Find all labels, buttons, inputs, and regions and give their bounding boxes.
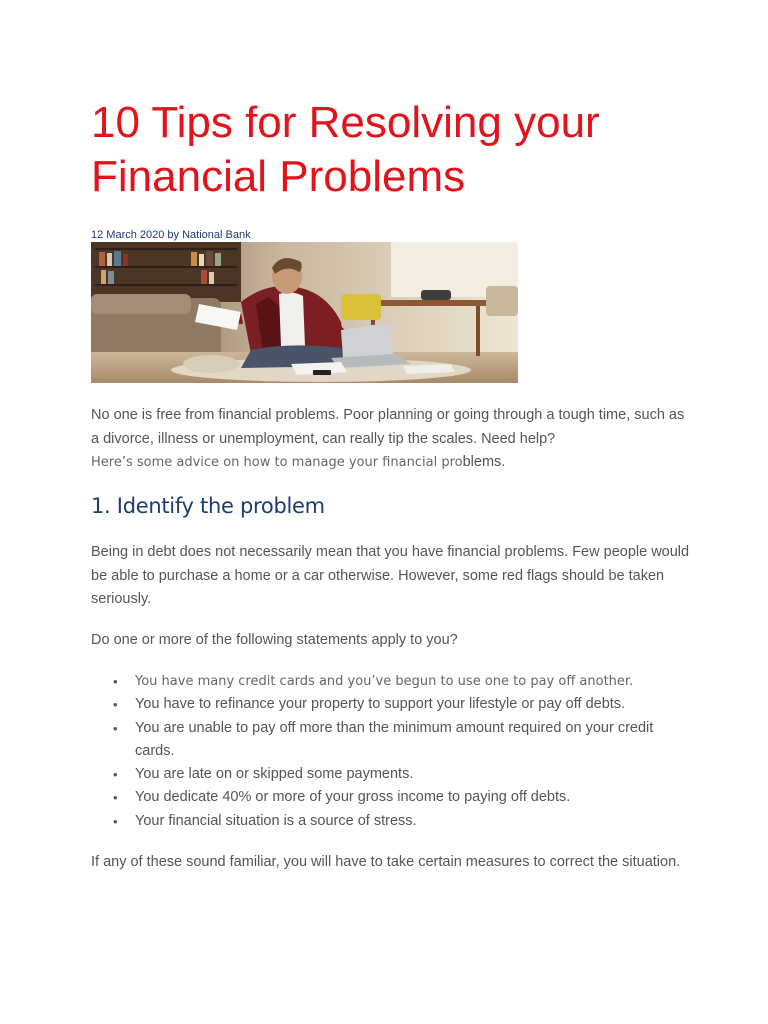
debt-paragraph: Being in debt does not necessarily mean that you have financial problems. Few people would be able to purchase a home or a car otherwise. However, some red flags should be taken seriously. [91,544,690,607]
bullet-icon: • [113,813,118,829]
article-byline[interactable]: 12 March 2020 by National Bank [91,229,251,241]
intro-paragraph [91,404,691,475]
list-item [91,693,691,716]
bullet-icon: • [113,697,118,713]
list-item-text: You have many credit cards and you’ve begun to use one to pay off another. [135,674,634,689]
closing-paragraph: If any of these sound familiar, you will have to take certain measures to correct the situation. [91,854,681,870]
list-item [91,670,691,693]
list-item-text: You are unable to pay off more than the minimum amount required on your credit cards. [135,719,654,759]
intro-text: No one is free from financial problems. Poor planning or going through a tough time, such as a divorce, illness or unemployment, can really tip the scales. Need help? [91,407,685,447]
list-item-text: You have to refinance your property to support your lifestyle or pay off debts. [135,696,626,713]
bullet-icon: • [113,767,118,783]
question-paragraph: Do one or more of the following statements apply to you? [91,632,458,648]
list-item-text: Your financial situation is a source of stress. [135,812,417,829]
bullet-icon: • [113,674,118,689]
list-item [91,810,691,833]
section-heading-identify-problem: 1. Identify the problem [91,494,325,518]
list-item-text: You dedicate 40% or more of your gross income to paying off debts. [135,789,571,806]
article-title: 10 Tips for Resolving your Financial Problems [91,98,600,201]
article-hero-image [91,242,518,383]
list-item-text: You are late on or skipped some payments. [135,766,414,783]
statements-list [91,670,691,833]
bullet-icon: • [113,790,118,806]
list-item [91,717,691,764]
bullet-icon: • [113,720,118,736]
list-item [91,763,691,786]
intro-advice-text: Here’s some advice on how to manage your financial pro [91,455,463,470]
intro-advice-text-end: blems. [462,454,506,470]
list-item [91,786,691,809]
